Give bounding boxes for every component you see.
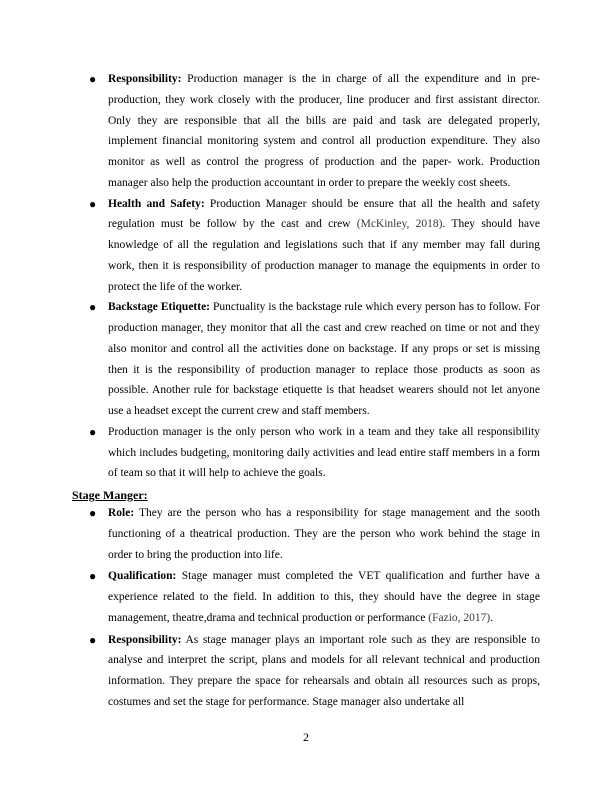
- bullet-icon: ●: [89, 196, 97, 211]
- list-item: [0, 630, 612, 713]
- bullet-icon: ●: [89, 569, 97, 584]
- item-label: Responsibility:: [108, 73, 182, 85]
- item-text: Punctuality is the backstage rule which every person has to follow. For production manager, they monitor that all the cast and crew reached on time or not and they also monitor and control all the activities done on backstage. If any props or set is missing then it is the responsibility of production manager to replace those products as soon as possible. Another rule for backstage etiquette is that headset wearers should not let anyone use a headset except the current crew and staff members.: [108, 301, 540, 417]
- page-number: 2: [303, 730, 309, 744]
- list-item: [0, 566, 612, 628]
- item-text-after: . They should have knowledge of all the regulation and legislations such that if any member may fall during work, then it is responsibility of production manager to manage the equipments in order to protect the life of the worker.: [108, 218, 540, 293]
- bullet-list-stage-manager: [0, 503, 612, 713]
- list-item: [0, 194, 612, 298]
- citation: (McKinley, 2018): [356, 218, 443, 231]
- list-item: [0, 69, 612, 194]
- paragraph-role: [108, 503, 540, 565]
- bullet-icon: ●: [89, 424, 97, 439]
- citation: (Fazio, 2017): [428, 611, 491, 624]
- item-label: Health and Safety:: [108, 197, 205, 210]
- item-text: Production Manager should be ensure that all the health and safety regulation must be follow by the cast and crew: [108, 197, 541, 231]
- item-text: Stage manager must completed the VET qualification and further have a experience related to the field. In addition to this, they should have the degree in stage management, theatre,drama and technical production or performance: [108, 570, 540, 624]
- item-text: They are the person who has a responsibility for stage management and the sooth functioning of a theatrical production. They are the person who work behind the stage in order to bring the production into life.: [108, 507, 540, 561]
- list-item: [0, 503, 612, 565]
- list-item: [0, 297, 612, 422]
- bullet-icon: ●: [89, 632, 97, 647]
- paragraph-stage-responsibility: [108, 630, 540, 713]
- paragraph-backstage-etiquette: [108, 297, 540, 422]
- item-text-after: .: [490, 611, 494, 624]
- paragraph-health-safety: [108, 194, 540, 298]
- bullet-list-production-manager: [0, 69, 612, 484]
- section-heading-stage-manager: Stage Manger:: [72, 488, 148, 502]
- item-label: Qualification:: [108, 570, 177, 583]
- bullet-icon: ●: [89, 72, 97, 86]
- list-item: [0, 422, 612, 484]
- item-label: Role:: [108, 507, 135, 519]
- item-text: Production manager is the in charge of all the expenditure and in pre-production, they work closely with the producer, line producer and first assistant director. Only they are responsible that all the bills are paid and task are delegated properly, implement financial monitoring system and control all production expenditure. They also monitor as well as control the progress of production and the paper- work. Production manager also help the production accountant in order to prepare the weekly cost sheets.: [108, 73, 540, 189]
- bullet-icon: ●: [89, 300, 97, 315]
- paragraph-team: [108, 422, 540, 484]
- item-label: Backstage Etiquette:: [108, 301, 211, 314]
- paragraph-responsibility: [108, 69, 540, 194]
- paragraph-qualification: [108, 566, 540, 628]
- item-text: Production manager is the only person who work in a team and they take all responsibility which includes budgeting, monitoring daily activities and lead entire staff members in a form of team so that it will help to achieve the goals.: [108, 425, 540, 480]
- item-text: As stage manager plays an important role such as they are responsible to analyse and interpret the script, plans and models for all relevant technical and production information. They prepare the space for rehearsals and obtain all resources such as props, costumes and set the stage for performance. Stage manager also undertake all: [108, 633, 540, 708]
- bullet-icon: ●: [89, 506, 97, 520]
- item-label: Responsibility:: [108, 633, 182, 646]
